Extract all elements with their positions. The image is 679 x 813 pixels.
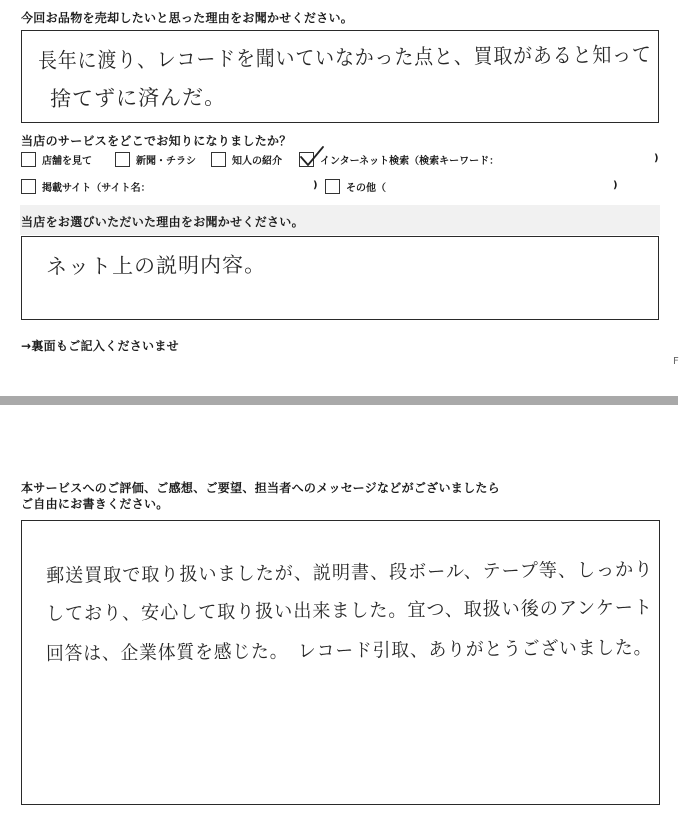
paren-close: ) bbox=[313, 180, 318, 191]
option-internet[interactable] bbox=[299, 152, 499, 167]
handwritten-answer-line: ネット上の説明内容。 bbox=[45, 252, 267, 279]
answer-box-sell-reason bbox=[21, 30, 659, 123]
option-newspaper[interactable] bbox=[115, 152, 196, 167]
checkbox-listing-site[interactable] bbox=[21, 179, 36, 194]
paren-close: ) bbox=[654, 153, 659, 164]
handwritten-answer-line: 回答は、企業体質を感じた。 レコード引取、ありがとうございました。 bbox=[45, 636, 653, 665]
question-choice-reason-label: 当店をお選びいただいた理由をお聞かせください。 bbox=[21, 215, 304, 229]
question-discovery-label: 当店のサービスをどこでお知りになりましたか？ bbox=[21, 134, 292, 148]
cut-off-edge-text: F bbox=[673, 356, 679, 367]
check-mark-icon bbox=[299, 145, 325, 171]
checkbox-other[interactable] bbox=[325, 179, 340, 194]
checkbox-newspaper[interactable] bbox=[115, 152, 130, 167]
option-acquaintance-label: 知人の紹介 bbox=[232, 156, 282, 167]
answer-box-choice-reason bbox=[21, 236, 659, 320]
handwritten-answer-line: 長年に渡り、レコードを聞いていなかった点と、買取があると知って bbox=[37, 42, 652, 73]
back-side-note: →裏面もご記入くださいませ bbox=[21, 339, 179, 353]
option-store[interactable] bbox=[21, 152, 92, 167]
option-other-label: その他（ bbox=[346, 183, 386, 194]
handwritten-answer-line: 郵送買取で取り扱いましたが、説明書、段ボール、テープ等、しっかり bbox=[45, 558, 654, 587]
option-internet-label: インターネット検索（検索キーワード： bbox=[320, 156, 500, 167]
question-feedback-label-cont: ご自由にお書きください。 bbox=[21, 497, 169, 511]
checkbox-internet[interactable] bbox=[299, 152, 314, 167]
option-acquaintance[interactable] bbox=[211, 152, 282, 167]
answer-box-feedback bbox=[21, 520, 660, 805]
option-newspaper-label: 新聞・チラシ bbox=[136, 156, 196, 167]
option-listing-site[interactable] bbox=[21, 179, 151, 194]
option-listing-site-label: 掲載サイト（サイト名： bbox=[42, 183, 151, 194]
option-store-label: 店舗を見て bbox=[42, 156, 92, 167]
checkbox-acquaintance[interactable] bbox=[211, 152, 226, 167]
question-feedback-label: 本サービスへのご評価、ご感想、ご要望、担当者へのメッセージなどがございましたら bbox=[21, 481, 500, 495]
checkbox-store[interactable] bbox=[21, 152, 36, 167]
handwritten-answer-line: しており、安心して取り扱い出来ました。宜つ、取扱い後のアンケート bbox=[45, 596, 653, 625]
page-divider bbox=[0, 396, 678, 405]
question-sell-reason-label: 今回お品物を売却したいと思った理由をお聞かせください。 bbox=[21, 11, 354, 25]
handwritten-answer-line: 捨てずに済んだ。 bbox=[49, 85, 227, 111]
option-other[interactable] bbox=[325, 179, 386, 194]
paren-close: ) bbox=[613, 180, 618, 191]
